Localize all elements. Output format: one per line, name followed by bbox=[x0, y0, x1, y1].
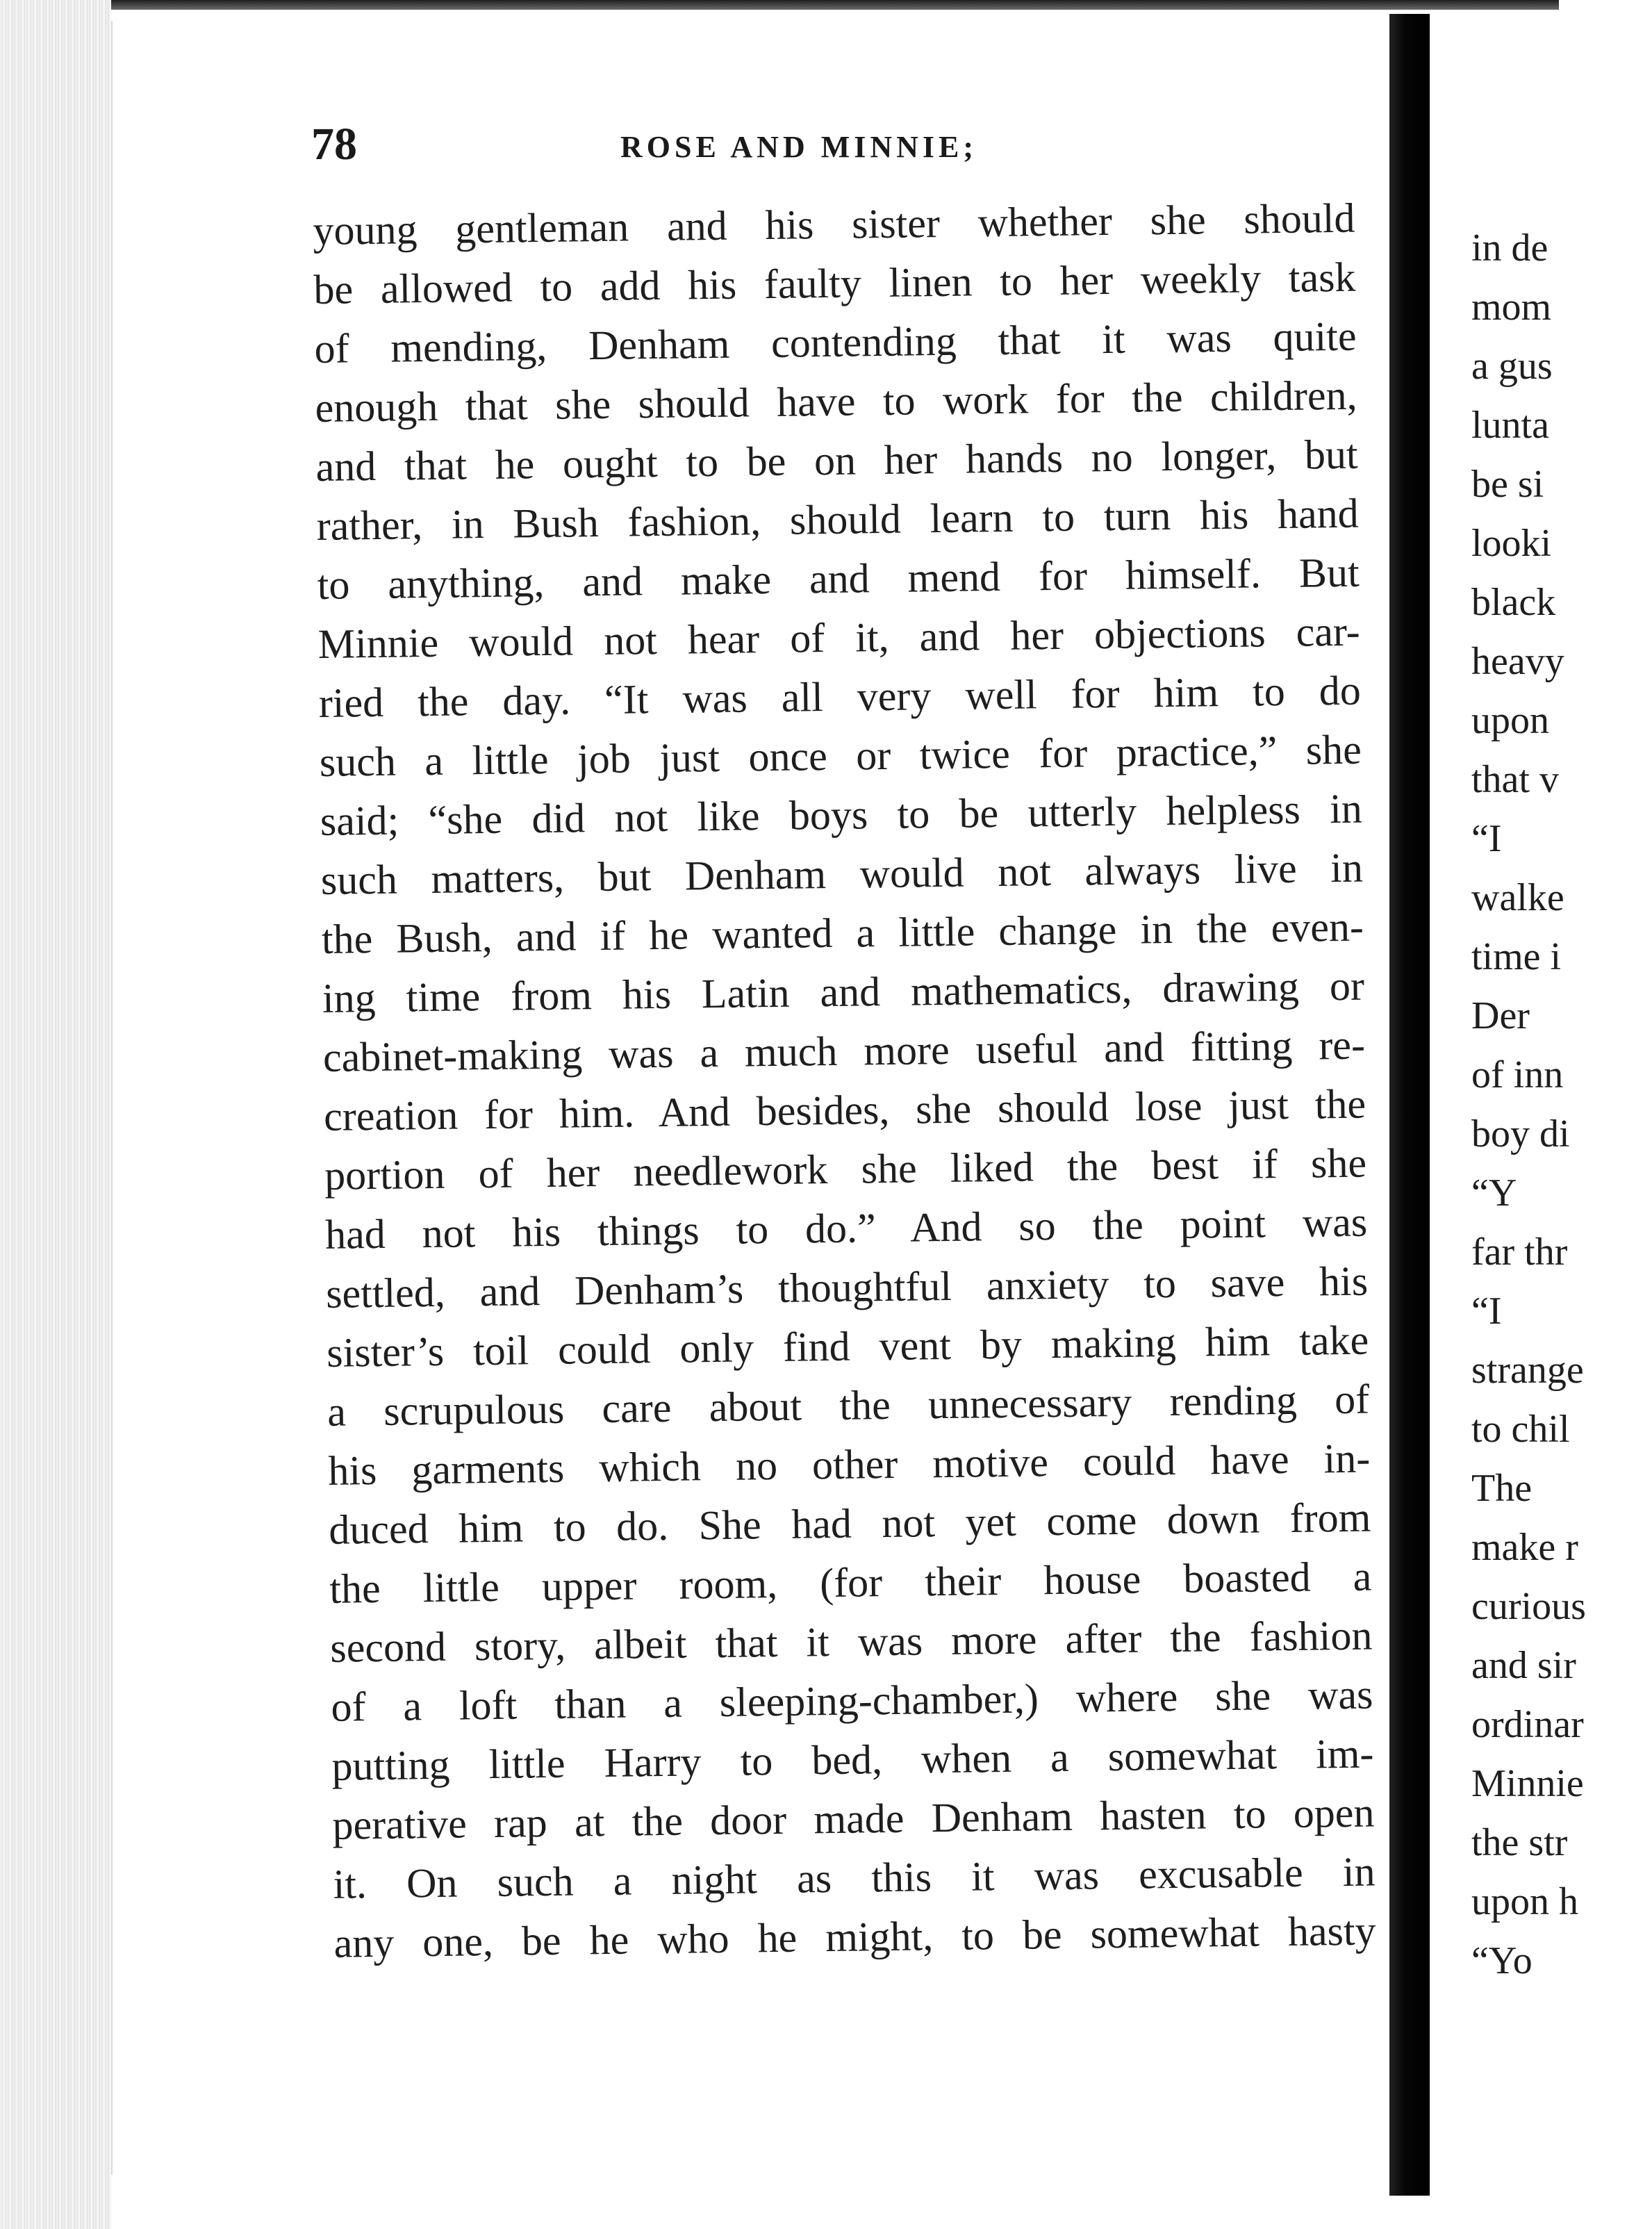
next-page-line: lunta bbox=[1471, 404, 1549, 447]
text-line: of a loft than a sleeping-chamber,) where she was bbox=[331, 1671, 1373, 1730]
next-page-line: that v bbox=[1471, 758, 1559, 801]
text-line: the little upper room, (for their house boasted a bbox=[329, 1553, 1372, 1612]
next-page-line: “Y bbox=[1471, 1171, 1517, 1215]
text-line: creation for him. And besides, she should lose just the bbox=[323, 1080, 1366, 1140]
body-text bbox=[313, 189, 1376, 1973]
next-page-sliver bbox=[1430, 28, 1586, 2229]
next-page-line: make r bbox=[1471, 1526, 1578, 1569]
text-line: his garments which no other motive could have in- bbox=[327, 1435, 1371, 1494]
text-line: settled, and Denham’s thoughtful anxiety to save his bbox=[325, 1258, 1369, 1317]
page-stack-edges bbox=[0, 0, 111, 2229]
top-scan-edge bbox=[0, 0, 1559, 10]
page-number: 78 bbox=[311, 119, 357, 170]
text-line: the Bush, and if he wanted a little change in the even- bbox=[321, 903, 1364, 962]
text-line: to anything, and make and mend for himself. But bbox=[317, 549, 1360, 608]
next-page-line: Der bbox=[1471, 994, 1530, 1037]
text-line: such matters, but Denham would not always live in bbox=[320, 844, 1364, 903]
next-page-line: time i bbox=[1471, 935, 1562, 978]
next-page-line: be si bbox=[1471, 463, 1544, 506]
text-line: and that he ought to be on her hands no longer, but bbox=[315, 431, 1358, 490]
next-page-line: curious bbox=[1471, 1585, 1586, 1628]
text-line: Minnie would not hear of it, and her objections car- bbox=[317, 608, 1361, 667]
next-page-line: looki bbox=[1471, 522, 1552, 565]
next-page-line: in de bbox=[1471, 227, 1548, 270]
next-page-line: heavy bbox=[1471, 640, 1564, 683]
text-line: it. On such a night as this it was excusable in bbox=[333, 1848, 1376, 1907]
next-page-line: to chil bbox=[1471, 1408, 1570, 1451]
next-page-line: black bbox=[1471, 581, 1556, 624]
next-page-line: the str bbox=[1471, 1821, 1568, 1864]
text-line: had not his things to do.” And so the point was bbox=[324, 1199, 1368, 1258]
text-line: cabinet-making was a much more useful and fitting re- bbox=[322, 1021, 1366, 1080]
next-page-text bbox=[1471, 219, 1652, 1991]
next-page-line: “I bbox=[1471, 817, 1502, 860]
next-page-line: strange bbox=[1471, 1349, 1584, 1392]
next-page-line: ordinar bbox=[1471, 1703, 1584, 1746]
text-line: duced him to do. She had not yet come down from bbox=[328, 1494, 1371, 1553]
next-page-line: upon bbox=[1471, 699, 1549, 742]
next-page-line: walke bbox=[1471, 876, 1564, 919]
text-line: young gentleman and his sister whether she should bbox=[313, 195, 1355, 254]
text-line: such a little job just once or twice for practice,” she bbox=[319, 726, 1362, 785]
text-line: enough that she should have to work for the children, bbox=[315, 372, 1357, 431]
next-page-line: “Yo bbox=[1471, 1939, 1533, 1982]
text-line: perative rap at the door made Denham hasten to open bbox=[332, 1789, 1375, 1848]
next-page-line: The bbox=[1471, 1467, 1533, 1510]
text-line: putting little Harry to bed, when a somewhat im- bbox=[331, 1730, 1374, 1789]
text-line: rather, in Bush fashion, should learn to turn his hand bbox=[316, 490, 1359, 549]
text-line: any one, be he who he might, to be somewhat hasty bbox=[333, 1907, 1376, 1966]
text-line: of mending, Denham contending that it was quite bbox=[314, 313, 1357, 372]
page-header bbox=[311, 118, 1353, 181]
next-page-line: of inn bbox=[1471, 1053, 1564, 1096]
next-page-line: Minnie bbox=[1471, 1762, 1584, 1805]
book-gutter bbox=[1389, 14, 1430, 2196]
next-page-line: and sir bbox=[1471, 1644, 1576, 1687]
running-head: ROSE AND MINNIE; bbox=[620, 130, 978, 164]
next-page-line: boy di bbox=[1471, 1112, 1570, 1155]
text-line: ing time from his Latin and mathematics, drawing or bbox=[322, 962, 1365, 1021]
next-page-line: far thr bbox=[1471, 1231, 1568, 1274]
next-page-line: upon h bbox=[1471, 1880, 1578, 1923]
text-line: portion of her needlework she liked the best if she bbox=[324, 1140, 1367, 1199]
next-page-line: “I bbox=[1471, 1290, 1502, 1333]
text-line: sister’s toil could only find vent by making him take bbox=[326, 1317, 1369, 1376]
text-line: be allowed to add his faulty linen to her weekly task bbox=[313, 254, 1356, 313]
text-line: a scrupulous care about the unnecessary rending of bbox=[327, 1376, 1370, 1435]
next-page-line: a gus bbox=[1471, 345, 1553, 388]
text-line: second story, albeit that it was more after the fashion bbox=[330, 1612, 1373, 1671]
next-page-line: mom bbox=[1471, 286, 1552, 329]
text-line: said; “she did not like boys to be utterly helpless in bbox=[320, 785, 1363, 844]
text-line: ried the day. “It was all very well for him to do bbox=[318, 667, 1362, 726]
